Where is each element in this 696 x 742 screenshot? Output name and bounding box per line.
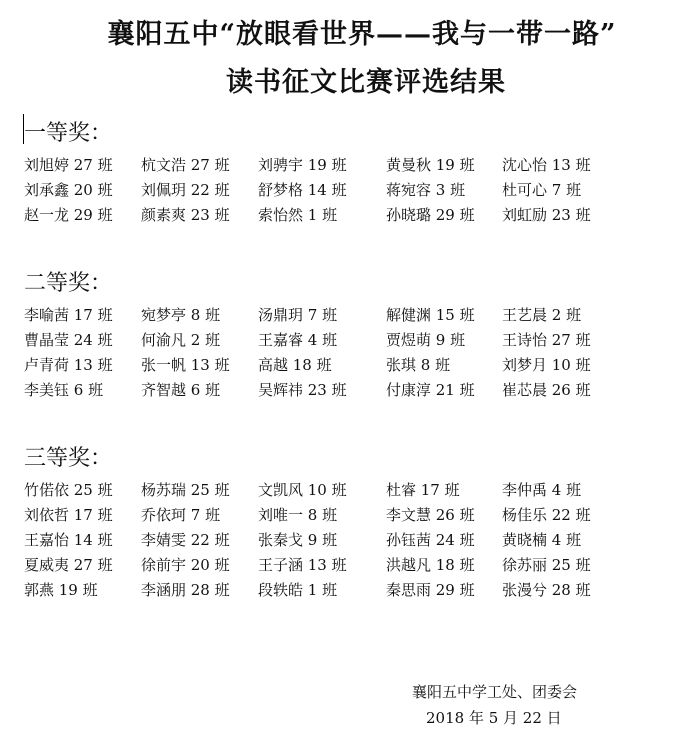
winner-entry: 刘承鑫 20 班 [24,181,113,199]
winner-entry: 舒梦格 14 班 [258,181,347,199]
winner-entry: 刘旭婷 27 班 [24,156,113,174]
second-prize-heading: 二等奖： [24,271,113,296]
winner-entry: 张漫兮 28 班 [502,581,591,599]
winner-entry: 徐前宇 20 班 [141,556,230,574]
winner-entry: 曹晶莹 24 班 [24,331,113,349]
winner-entry: 张秦戈 9 班 [258,531,338,549]
winner-entry: 孙钰茜 24 班 [386,531,475,549]
winner-entry: 刘虹励 23 班 [502,206,591,224]
winner-entry: 卢青荷 13 班 [24,356,113,374]
winner-entry: 付康淳 21 班 [386,381,475,399]
winner-entry: 段轶皓 1 班 [258,581,338,599]
winner-entry: 何渝凡 2 班 [141,331,221,349]
winner-entry: 李喻茜 17 班 [24,306,113,324]
winner-entry: 齐智越 6 班 [141,381,221,399]
winner-entry: 赵一龙 29 班 [24,206,113,224]
winner-entry: 郭燕 19 班 [24,581,98,599]
winner-entry: 黄晓楠 4 班 [502,531,582,549]
winner-entry: 沈心怡 13 班 [502,156,591,174]
winner-entry: 颜素爽 23 班 [141,206,230,224]
winner-entry: 高越 18 班 [258,356,332,374]
winner-entry: 贾煜萌 9 班 [386,331,466,349]
winner-entry: 汤鼎玥 7 班 [258,306,338,324]
winner-entry: 张琪 8 班 [386,356,451,374]
winner-entry: 杭文浩 27 班 [141,156,230,174]
winner-entry: 乔依珂 7 班 [141,506,221,524]
winner-entry: 刘依哲 17 班 [24,506,113,524]
winner-entry: 索怡然 1 班 [258,206,338,224]
winner-entry: 徐苏丽 25 班 [502,556,591,574]
document-title-line1: 襄阳五中“放眼看世界——我与一带一路” [107,19,617,50]
first-prize-heading: 一等奖： [24,121,113,146]
winner-entry: 王嘉怡 14 班 [24,531,113,549]
winner-entry: 王子涵 13 班 [258,556,347,574]
winner-entry: 李美钰 6 班 [24,381,104,399]
winner-entry: 文凯风 10 班 [258,481,347,499]
winner-entry: 黄曼秋 19 班 [386,156,475,174]
winner-entry: 王嘉睿 4 班 [258,331,338,349]
third-prize-heading: 三等奖： [24,446,113,471]
winner-entry: 竹偌依 25 班 [24,481,113,499]
winner-entry: 解健渊 15 班 [386,306,475,324]
winner-entry: 孙晓璐 29 班 [386,206,475,224]
winner-entry: 刘梦月 10 班 [502,356,591,374]
winner-entry: 刘唯一 8 班 [258,506,338,524]
winner-entry: 蒋宛容 3 班 [386,181,466,199]
winner-entry: 李文慧 26 班 [386,506,475,524]
winner-entry: 杜可心 7 班 [502,181,582,199]
winner-entry: 李仲禹 4 班 [502,481,582,499]
winner-entry: 秦思雨 29 班 [386,581,475,599]
issue-date: 2018 年 5 月 22 日 [426,709,562,727]
winner-entry: 李婧雯 22 班 [141,531,230,549]
winner-entry: 宛梦亭 8 班 [141,306,221,324]
winner-entry: 刘骋宇 19 班 [258,156,347,174]
winner-entry: 杨佳乐 22 班 [502,506,591,524]
winner-entry: 杜睿 17 班 [386,481,460,499]
winner-entry: 杨苏瑞 25 班 [141,481,230,499]
document-title-line2: 读书征文比赛评选结果 [226,67,506,98]
winner-entry: 王诗怡 27 班 [502,331,591,349]
winner-entry: 王艺晨 2 班 [502,306,582,324]
winner-entry: 李涵朋 28 班 [141,581,230,599]
winner-entry: 刘佩玥 22 班 [141,181,230,199]
winner-entry: 张一帆 13 班 [141,356,230,374]
winner-entry: 夏威夷 27 班 [24,556,113,574]
winner-entry: 崔芯晨 26 班 [502,381,591,399]
winner-entry: 吴辉祎 23 班 [258,381,347,399]
winner-entry: 洪越凡 18 班 [386,556,475,574]
issuing-organization: 襄阳五中学工处、团委会 [412,683,578,701]
